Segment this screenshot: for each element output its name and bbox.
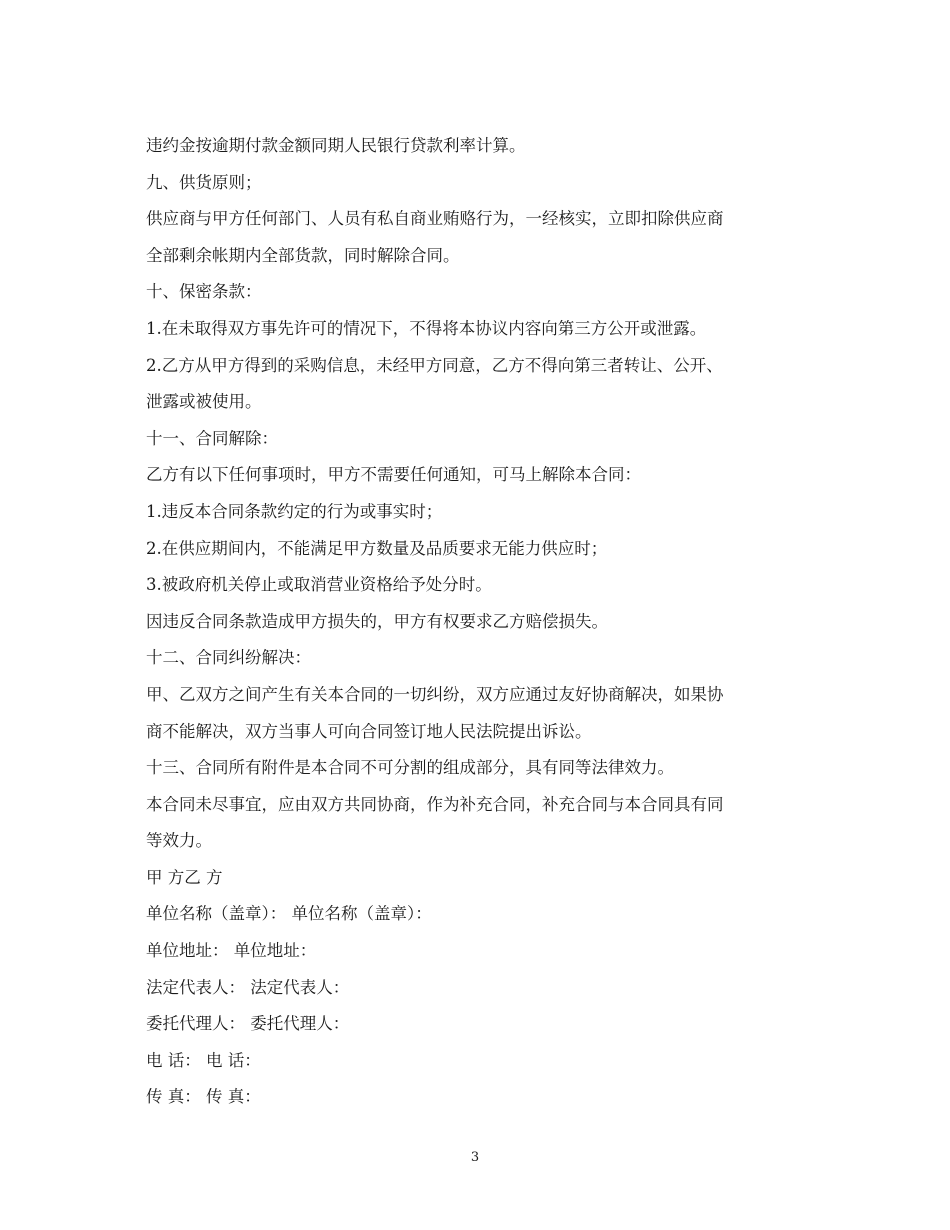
document-body xyxy=(146,128,806,1116)
text-line: 1.在未取得双方事先许可的情况下，不得将本协议内容向第三方公开或泄露。 xyxy=(146,318,707,338)
text-line: 商不能解决，双方当事人可向合同签订地人民法院提出诉讼。 xyxy=(146,721,592,741)
section-heading: 九、供货原则； xyxy=(146,172,262,192)
text-line: 供应商与甲方任何部门、人员有私自商业贿赂行为，一经核实，立即扣除供应商 xyxy=(146,209,724,229)
text-line: 1.违反本合同条款约定的行为或事实时； xyxy=(146,501,443,521)
signature-field-line: 委托代理人： 委托代理人： xyxy=(146,1014,350,1034)
section-heading: 十一、合同解除： xyxy=(146,428,278,448)
signature-field-line: 传 真： 传 真： xyxy=(146,1087,261,1107)
page-number: 3 xyxy=(470,1150,480,1165)
text-line: 甲、乙双方之间产生有关本合同的一切纠纷，双方应通过友好协商解决，如果协 xyxy=(146,684,724,704)
signature-field-line: 单位地址： 单位地址： xyxy=(146,941,317,961)
section-heading: 十三、合同所有附件是本合同不可分割的组成部分，具有同等法律效力。 xyxy=(146,758,674,778)
signature-field-line: 单位名称（盖章）： 单位名称（盖章）： xyxy=(146,904,432,924)
signature-field-line: 电 话： 电 话： xyxy=(146,1050,261,1070)
text-line: 乙方有以下任何事项时，甲方不需要任何通知，可马上解除本合同： xyxy=(146,465,641,485)
section-heading: 十二、合同纠纷解决： xyxy=(146,648,311,668)
text-line: 本合同未尽事宜，应由双方共同协商，作为补充合同，补充合同与本合同具有同 xyxy=(146,794,724,814)
signature-field-line: 法定代表人： 法定代表人： xyxy=(146,977,350,997)
text-line: 全部剩余帐期内全部货款，同时解除合同。 xyxy=(146,245,460,265)
text-line: 泄露或被使用。 xyxy=(146,392,262,412)
signature-party-line: 甲 方乙 方 xyxy=(146,867,223,887)
text-line: 2.乙方从甲方得到的采购信息，未经甲方同意，乙方不得向第三者转让、公开、 xyxy=(146,355,723,375)
text-line: 3.被政府机关停止或取消营业资格给予处分时。 xyxy=(146,575,492,595)
section-heading: 十、保密条款： xyxy=(146,282,262,302)
text-line: 2.在供应期间内，不能满足甲方数量及品质要求无能力供应时； xyxy=(146,538,608,558)
text-line: 等效力。 xyxy=(146,831,212,851)
text-line: 因违反合同条款造成甲方损失的，甲方有权要求乙方赔偿损失。 xyxy=(146,611,608,631)
text-line: 违约金按逾期付款金额同期人民银行贷款利率计算。 xyxy=(146,136,526,155)
